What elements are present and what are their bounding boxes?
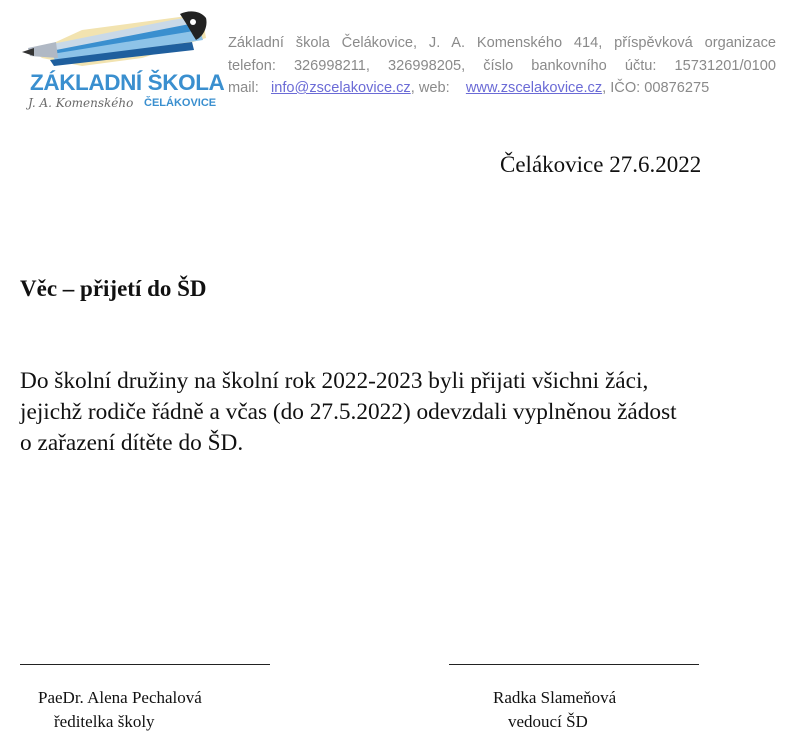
signatory-right-role: vedoucí ŠD (508, 712, 588, 731)
pencil-logo-icon (22, 8, 212, 78)
logo-title: ZÁKLADNÍ ŠKOLA (30, 70, 225, 95)
signature-line-right (449, 664, 699, 665)
signatory-left-role: ředitelka školy (54, 712, 155, 731)
letter-subject: Věc – přijetí do ŠD (20, 276, 207, 301)
letterhead-phone: telefon: 326998211, 326998205, číslo bankovního účtu: 15731201/0100 (228, 57, 776, 74)
signatory-left-name: PaeDr. Alena Pechalová (38, 688, 202, 707)
logo-signature: J. A. Komenského (28, 96, 134, 110)
school-logo (22, 8, 225, 120)
web-label: , web: (410, 80, 450, 96)
letterhead (228, 32, 776, 100)
signatory-right-name: Radka Slameňová (493, 688, 617, 707)
logo-town: ČELÁKOVICE (144, 97, 217, 109)
website-link[interactable]: www.zscelakovice.cz (465, 80, 603, 96)
letter-body (20, 366, 780, 459)
email-link[interactable]: info@zscelakovice.cz (270, 80, 411, 96)
signature-line-left (20, 664, 270, 665)
body-line: jejichž rodiče řádně a včas (do 27.5.2022) odevzdali vyplněnou žádost (20, 399, 677, 425)
letterhead-address: Základní škola Čelákovice, J. A. Komenského 414, příspěvková organizace (228, 35, 776, 51)
mail-label: mail: (228, 80, 259, 96)
ico-text: , IČO: 00876275 (602, 80, 710, 96)
letter-date: Čelákovice 27.6.2022 (500, 152, 702, 177)
body-line: o zařazení dítěte do ŠD. (20, 430, 244, 456)
letterhead-contacts (228, 77, 776, 100)
body-line: Do školní družiny na školní rok 2022-2023 byli přijati všichni žáci, (20, 368, 649, 394)
